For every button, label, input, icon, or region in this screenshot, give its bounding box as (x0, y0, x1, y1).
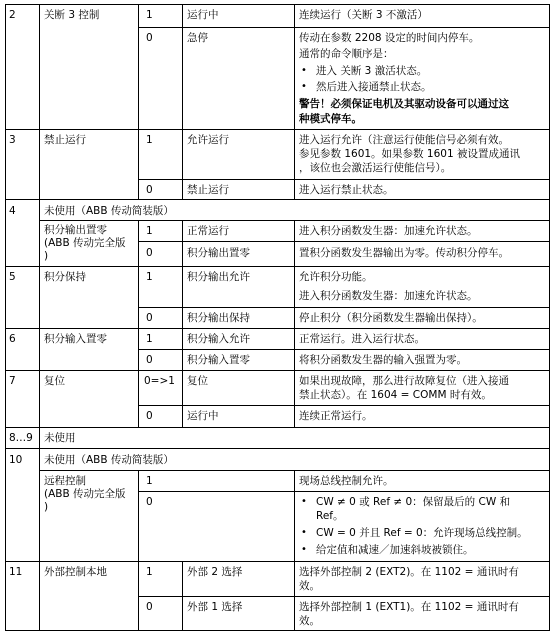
state-name: 积分输入允许 (187, 333, 250, 345)
column-divider (294, 220, 295, 428)
row-divider (5, 630, 550, 631)
bit-name: 积分输入置零 (44, 333, 107, 345)
state-description: 进入积分函数发生器：加速允许状态。 (299, 290, 478, 302)
bit-value: 0 (146, 312, 153, 324)
state-description: 现场总线控制允许。 (299, 475, 394, 487)
bullet-text: 然后进入接通禁止状态。 (316, 81, 432, 93)
bit-number: 4 (9, 205, 16, 217)
bit-name: 未使用（ABB 传动简装版） (44, 454, 174, 466)
state-name: 急停 (187, 32, 208, 44)
state-name: 积分输出保持 (187, 312, 250, 324)
bullet-icon: • (301, 65, 307, 76)
bit-name: 禁止运行 (44, 134, 86, 146)
state-description: 效。 (299, 615, 320, 627)
column-divider (182, 4, 183, 200)
state-name: 积分输入置零 (187, 354, 250, 366)
column-divider (182, 220, 183, 428)
column-divider (138, 470, 139, 631)
state-name: 积分输出置零 (187, 247, 250, 259)
row-divider (138, 405, 550, 406)
row-divider (5, 561, 550, 562)
row-divider (5, 370, 550, 371)
bullet-icon: • (301, 81, 307, 92)
state-description: 禁止状态）。在 1604 = COMM 时有效。 (299, 389, 492, 401)
bit-value: 1 (146, 566, 153, 578)
bit-value: 0=>1 (144, 375, 175, 387)
bit-name: 关断 3 控制 (44, 9, 100, 21)
state-description: 选择外部控制 2 (EXT2)。在 1102 = 通讯时有 (299, 566, 519, 578)
bit-number: 7 (9, 375, 16, 387)
bit-name: 外部控制本地 (44, 566, 107, 578)
bit-name-full: ) (44, 250, 49, 262)
state-description: 进入运行禁止状态。 (299, 184, 394, 196)
state-name: 积分输出允许 (187, 271, 250, 283)
bit-value: 1 (146, 9, 153, 21)
bullet-text: Ref。 (316, 510, 344, 522)
column-divider (294, 4, 295, 200)
bit-value: 0 (146, 32, 153, 44)
column-divider (39, 4, 40, 631)
column-divider (294, 470, 295, 631)
row-divider (5, 199, 550, 200)
state-description: 如果出现故障，那么进行故障复位（进入接通 (299, 375, 509, 387)
bit-number: 10 (9, 454, 23, 466)
state-description: ，该位也会激活运行使能信号）。 (299, 162, 452, 174)
row-divider (5, 328, 550, 329)
bullet-icon: • (301, 496, 307, 507)
bit-name: 积分保持 (44, 271, 86, 283)
bit-value: 0 (146, 354, 153, 366)
row-divider (5, 129, 550, 130)
state-description: 传动在参数 2208 设定的时间内停车。 (299, 32, 480, 44)
row-divider (138, 307, 550, 308)
bit-value: 0 (146, 247, 153, 259)
row-divider (138, 27, 550, 28)
row-divider (138, 349, 550, 350)
state-description: 通常的命令顺序是： (299, 48, 394, 60)
state-description: 允许积分功能。 (299, 271, 373, 283)
bit-name-full: 远程控制 (44, 475, 86, 487)
row-divider (5, 427, 550, 428)
bit-value: 0 (146, 601, 153, 613)
bit-name-full: (ABB 传动完全版 (44, 488, 126, 500)
state-name: 复位 (187, 375, 208, 387)
state-description: 参见参数 1601。如果参数 1601 被设置成通讯 (299, 148, 520, 160)
bit-value: 0 (146, 410, 153, 422)
bit-value: 1 (146, 475, 153, 487)
state-description: 停止积分（积分函数发生器输出保持）。 (299, 312, 483, 324)
state-name: 允许运行 (187, 134, 229, 146)
row-divider (138, 179, 550, 180)
state-description: 效。 (299, 580, 320, 592)
state-name: 外部 2 选择 (187, 566, 243, 578)
column-divider (138, 220, 139, 428)
bit-number: 5 (9, 271, 16, 283)
bit-value: 0 (146, 496, 153, 508)
bit-number: 6 (9, 333, 16, 345)
state-name: 外部 1 选择 (187, 601, 243, 613)
warning-text: 种模式停车。 (299, 113, 362, 125)
bit-value: 1 (146, 271, 153, 283)
bullet-text: 进入 关断 3 激活状态。 (316, 65, 428, 77)
row-divider (5, 266, 550, 267)
column-divider (5, 4, 6, 631)
bit-name-full: ) (44, 501, 49, 513)
state-name: 正常运行 (187, 225, 229, 237)
warning-text: 警告！必须保证电机及其驱动设备可以通过这 (299, 98, 509, 110)
bit-value: 1 (146, 333, 153, 345)
bit-number: 11 (9, 566, 23, 578)
row-divider (5, 4, 550, 5)
row-divider (5, 448, 550, 449)
bit-number: 2 (9, 9, 16, 21)
column-divider (138, 4, 139, 200)
bit-value: 1 (146, 225, 153, 237)
state-name: 运行中 (187, 9, 219, 21)
state-description: 正常运行。进入运行状态。 (299, 333, 425, 345)
state-description: 置积分函数发生器输出为零。传动积分停车。 (299, 247, 509, 259)
bit-name: 未使用 (44, 432, 76, 444)
row-divider (138, 241, 550, 242)
state-description: 连续运行（关断 3 不激活） (299, 9, 428, 21)
state-description: 进入积分函数发生器：加速允许状态。 (299, 225, 478, 237)
column-divider (549, 4, 550, 631)
row-divider (138, 596, 550, 597)
bit-number: 8…9 (9, 432, 33, 444)
row-divider (138, 491, 550, 492)
bit-value: 1 (146, 134, 153, 146)
bullet-icon: • (301, 544, 307, 555)
bullet-text: 给定值和减速／加速斜坡被锁住。 (316, 544, 474, 556)
bit-value: 0 (146, 184, 153, 196)
bullet-text: CW ≠ 0 或 Ref ≠ 0：保留最后的 CW 和 (316, 496, 511, 508)
bullet-icon: • (301, 527, 307, 538)
bit-name-full: (ABB 传动完全版 (44, 237, 126, 249)
bit-number: 3 (9, 134, 16, 146)
state-description: 选择外部控制 1 (EXT1)。在 1102 = 通讯时有 (299, 601, 519, 613)
bit-name: 复位 (44, 375, 65, 387)
state-description: 进入运行允许（注意运行使能信号必须有效。 (299, 134, 509, 146)
bullet-text: CW = 0 并且 Ref = 0：允许现场总线控制。 (316, 527, 528, 539)
state-description: 将积分函数发生器的输入强置为零。 (299, 354, 467, 366)
state-name: 运行中 (187, 410, 219, 422)
state-description: 连续正常运行。 (299, 410, 373, 422)
bit-name: 未使用（ABB 传动简装版） (44, 205, 174, 217)
bit-name-full: 积分输出置零 (44, 224, 107, 236)
state-name: 禁止运行 (187, 184, 229, 196)
column-divider (182, 561, 183, 631)
